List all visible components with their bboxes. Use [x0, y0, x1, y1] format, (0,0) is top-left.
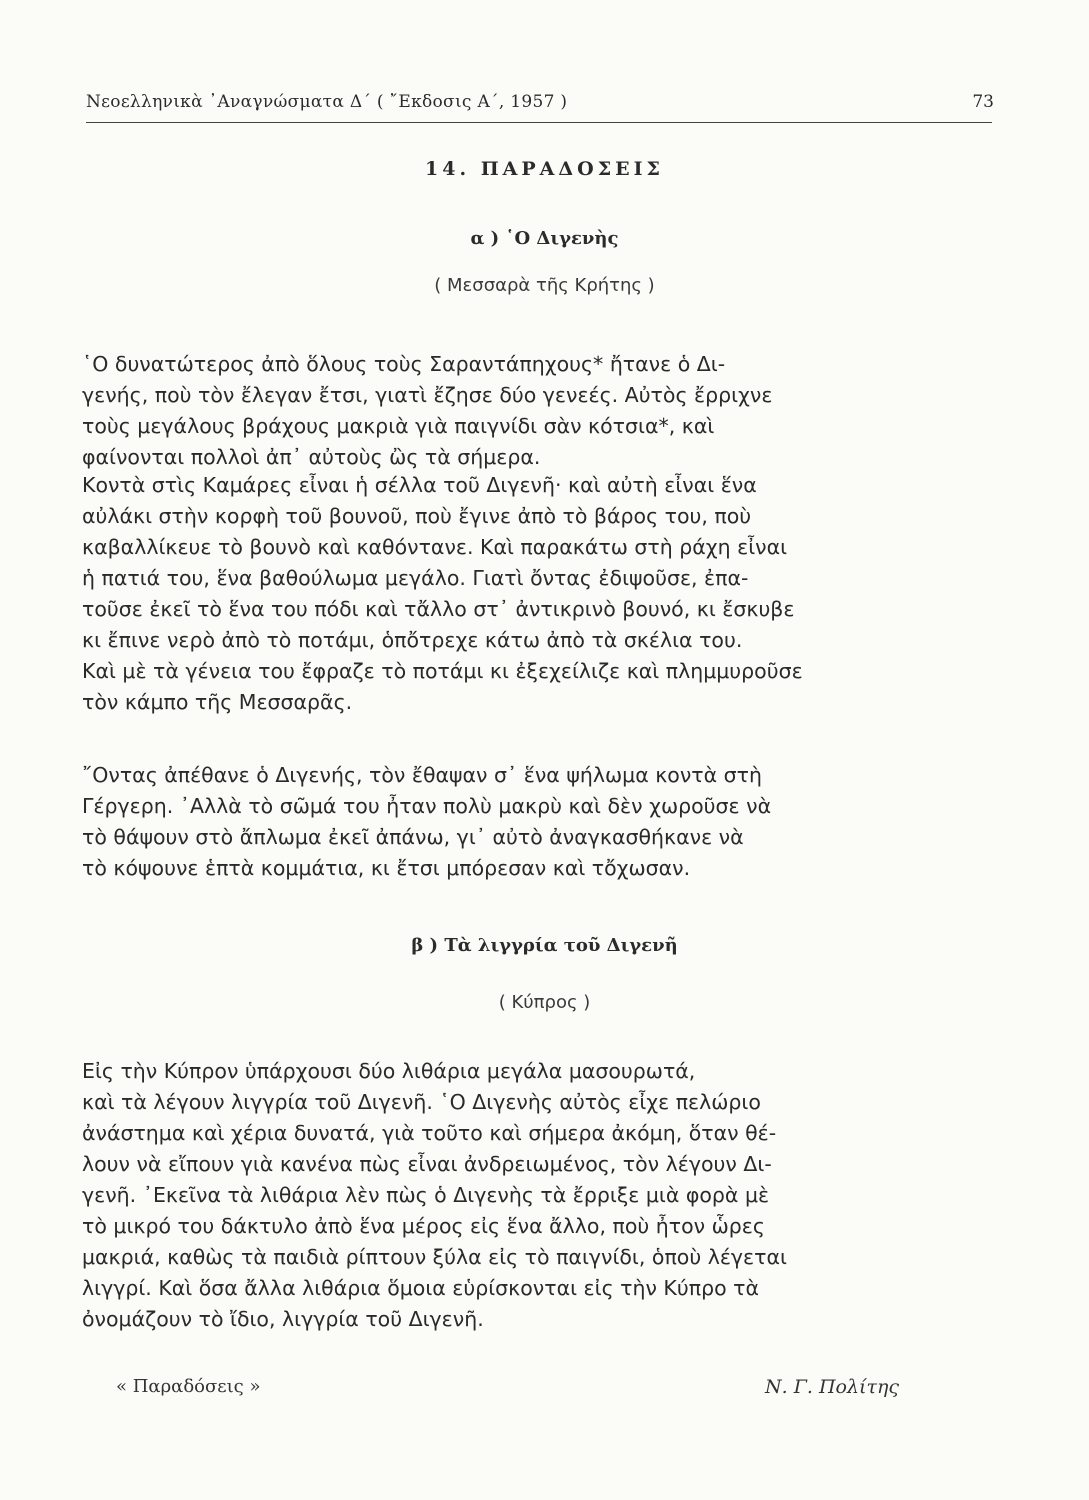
text-line: Καὶ μὲ τὰ γένεια του ἔφραζε τὸ ποτάμι κι ἐξεχείλιζε καὶ πλημμυροῦσε [82, 659, 803, 683]
text-line: ἀνάστημα καὶ χέρια δυνατά, γιὰ τοῦτο καὶ σήμερα ἀκόμη, ὅταν θέ- [82, 1121, 777, 1145]
text-line: Εἰς τὴν Κύπρον ὑπάρχουσι δύο λιθάρια μεγάλα μασουρωτά, [82, 1059, 696, 1083]
text-line: τὸ μικρό του δάκτυλο ἀπὸ ἕνα μέρος εἰς ἕνα ἄλλο, ποὺ ἦτον ὧρες [82, 1214, 765, 1238]
text-line: καβαλλίκευε τὸ βουνὸ καὶ καθόντανε. Καὶ παρακάτω στὴ ράχη εἶναι [82, 535, 788, 559]
book-title: Νεοελληνικὰ ᾿Αναγνώσματα Δ΄ ( ῎Εκδοσις Α΄, 1957 ) [86, 92, 568, 112]
text-line: καὶ τὰ λέγουν λιγγρία τοῦ Διγενῆ. ῾Ο Διγενὴς αὐτὸς εἶχε πελώριο [82, 1090, 761, 1114]
text-line: ῾Ο δυνατώτερος ἀπὸ ὅλους τοὺς Σαραντάπηχους* ἤτανε ὁ Δι- [82, 352, 726, 376]
text-line: γενής, ποὺ τὸν ἔλεγαν ἔτσι, γιατὶ ἔζησε δύο γενεές. Αὐτὸς ἔρριχνε [82, 383, 773, 407]
section-b-place: ( Κύπρος ) [498, 992, 591, 1013]
text-line: μακριά, καθὼς τὰ παιδιὰ ρίπτουν ξύλα εἰς τὸ παιγνίδι, ὁποὺ λέγεται [82, 1245, 787, 1269]
section-a-place: ( Μεσσαρὰ τῆς Κρήτης ) [434, 275, 655, 296]
section-a-paragraph-1 [82, 349, 992, 473]
text-line: Γέργερη. ᾿Αλλὰ τὸ σῶμά του ἦταν πολὺ μακρὺ καὶ δὲν χωροῦσε νὰ [82, 794, 772, 818]
text-line: τοὺς μεγάλους βράχους μακριὰ γιὰ παιγνίδι σὰν κότσια*, καὶ [82, 414, 715, 438]
author-name: Ν. Γ. Πολίτης [764, 1376, 899, 1398]
text-line: λουν νὰ εἴπουν γιὰ κανένα πὼς εἶναι ἀνδρειωμένος, τὸν λέγουν Δι- [82, 1152, 772, 1176]
page-number: 73 [972, 92, 994, 112]
text-line: φαίνονται πολλοὶ ἀπ᾿ αὐτοὺς ὢς τὰ σήμερα. [82, 445, 541, 469]
text-line: κι ἔπινε νερὸ ἀπὸ τὸ ποτάμι, ὁπὄτρεχε κάτω ἀπὸ τὰ σκέλια του. [82, 628, 743, 652]
text-line: τὸ θάψουν στὸ ἄπλωμα ἐκεῖ ἀπάνω, γι᾿ αὐτὸ ἀναγκασθήκανε νὰ [82, 825, 744, 849]
text-line: Κοντὰ στὶς Καμάρες εἶναι ἡ σέλλα τοῦ Διγενῆ· καὶ αὐτὴ εἶναι ἕνα [82, 473, 757, 497]
section-a-heading: α ) ῾Ο Διγενὴς [470, 228, 619, 249]
text-line: ὀνομάζουν τὸ ἴδιο, λιγγρία τοῦ Διγενῆ. [82, 1307, 484, 1331]
chapter-title: 14. ΠΑΡΑΔΟΣΕΙΣ [425, 158, 664, 180]
text-line: ἡ πατιά του, ἕνα βαθούλωμα μεγάλο. Γιατὶ ὄντας ἐδιψοῦσε, ἐπα- [82, 566, 749, 590]
text-line: τὸν κάμπο τῆς Μεσσαρᾶς. [82, 690, 353, 714]
header-rule [86, 122, 992, 123]
text-line: γενῆ. ᾿Εκεῖνα τὰ λιθάρια λὲν πὼς ὁ Διγενὴς τὰ ἔρριξε μιὰ φορὰ μὲ [82, 1183, 770, 1207]
source-citation: « Παραδόσεις » [116, 1376, 261, 1397]
text-line: τὸ κόψουνε ἑπτὰ κομμάτια, κι ἔτσι μπόρεσαν καὶ τὄχωσαν. [82, 856, 691, 880]
text-line: αὐλάκι στὴν κορφὴ τοῦ βουνοῦ, ποὺ ἔγινε ἀπὸ τὸ βάρος του, ποὺ [82, 504, 752, 528]
text-line: ῎Οντας ἀπέθανε ὁ Διγενής, τὸν ἔθαψαν σ᾿ ἕνα ψήλωμα κοντὰ στὴ [82, 763, 762, 787]
section-a-paragraph-3 [82, 760, 992, 884]
section-b-heading: β ) Τὰ λιγγρία τοῦ Διγενῆ [411, 935, 678, 956]
section-b-paragraph-1 [82, 1056, 992, 1335]
running-header [86, 90, 994, 120]
text-line: λιγγρί. Καὶ ὅσα ἄλλα λιθάρια ὅμοια εὑρίσκονται εἰς τὴν Κύπρο τὰ [82, 1276, 760, 1300]
text-line: τοῦσε ἐκεῖ τὸ ἕνα του πόδι καὶ τἄλλο στ᾿ ἀντικρινὸ βουνό, κι ἔσκυβε [82, 597, 795, 621]
section-a-paragraph-2 [82, 470, 992, 718]
